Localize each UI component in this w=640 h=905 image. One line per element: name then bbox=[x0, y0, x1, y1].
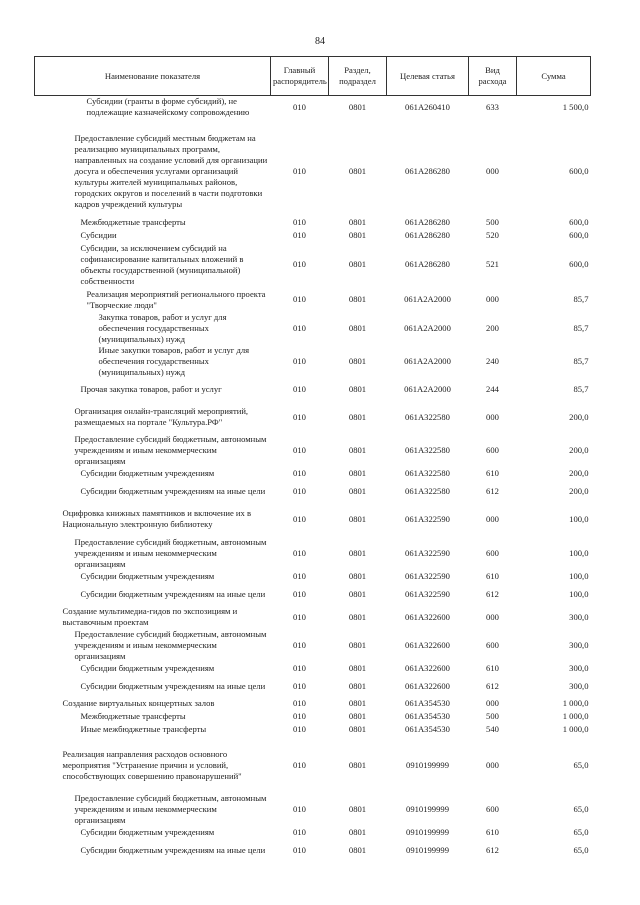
cell-expense: 610 bbox=[486, 468, 499, 478]
cell-amount: 600,0 bbox=[569, 217, 589, 227]
cell-name: Реализация мероприятий регионального проекта "Творческие люди" bbox=[86, 288, 266, 310]
table-row bbox=[35, 629, 591, 662]
cell-section: 0801 bbox=[348, 611, 367, 622]
cell-target: 061A2A2000 bbox=[404, 356, 451, 366]
cell-expense: 000 bbox=[486, 165, 499, 176]
cell-name: Субсидии бюджетным учреждениям bbox=[80, 827, 215, 837]
table-row bbox=[35, 502, 591, 536]
cell-chief: 010 bbox=[293, 485, 306, 496]
cell-name: Субсидии бюджетным учреждениям bbox=[80, 468, 215, 478]
cell-target: 061A322590 bbox=[405, 547, 450, 558]
cell-chief: 010 bbox=[293, 217, 306, 227]
table-header-row bbox=[35, 57, 591, 96]
cell-amount: 1 500,0 bbox=[562, 101, 589, 112]
cell-target: 061A286280 bbox=[405, 259, 450, 269]
cell-section: 0801 bbox=[348, 411, 367, 422]
table-row bbox=[35, 378, 591, 400]
table-row bbox=[35, 736, 591, 784]
table-row bbox=[35, 480, 591, 502]
cell-expense: 500 bbox=[486, 711, 499, 721]
cell-target: 061A354530 bbox=[405, 698, 450, 708]
cell-amount: 200,0 bbox=[569, 468, 589, 478]
cell-name: Прочая закупка товаров, работ и услуг bbox=[80, 383, 222, 394]
cell-target: 0910199999 bbox=[406, 803, 449, 814]
cell-expense: 000 bbox=[486, 513, 499, 524]
cell-target: 061A286280 bbox=[405, 165, 450, 176]
cell-name: Субсидии бюджетным учреждениям на иные цели bbox=[80, 588, 266, 599]
cell-chief: 010 bbox=[293, 759, 306, 770]
cell-chief: 010 bbox=[293, 571, 306, 581]
header-expense: Вид расхода bbox=[469, 57, 517, 96]
cell-expense: 633 bbox=[486, 101, 499, 112]
table-row bbox=[35, 583, 591, 605]
cell-expense: 000 bbox=[486, 411, 499, 422]
cell-expense: 610 bbox=[486, 663, 499, 673]
cell-section: 0801 bbox=[348, 759, 367, 770]
cell-section: 0801 bbox=[348, 803, 367, 814]
cell-section: 0801 bbox=[348, 827, 367, 837]
cell-target: 061A322600 bbox=[405, 640, 450, 650]
header-name: Наименование показателя bbox=[35, 57, 271, 96]
table-row bbox=[35, 467, 591, 480]
cell-amount: 200,0 bbox=[569, 485, 589, 496]
cell-target: 061A322580 bbox=[405, 468, 450, 478]
cell-name: Иные закупки товаров, работ и услуг для обеспечения государственных (муниципальных) нужд bbox=[98, 345, 250, 377]
cell-amount: 65,0 bbox=[573, 827, 589, 837]
cell-target: 061A260410 bbox=[405, 101, 450, 112]
cell-section: 0801 bbox=[348, 698, 367, 708]
cell-amount: 600,0 bbox=[569, 259, 589, 269]
cell-expense: 612 bbox=[486, 588, 499, 599]
cell-name: Создание виртуальных концертных залов bbox=[62, 698, 215, 708]
table-row bbox=[35, 675, 591, 697]
cell-chief: 010 bbox=[293, 383, 306, 394]
cell-chief: 010 bbox=[293, 356, 306, 366]
cell-name: Субсидии бюджетным учреждениям bbox=[80, 663, 215, 673]
cell-section: 0801 bbox=[348, 663, 367, 673]
cell-expense: 240 bbox=[486, 356, 499, 366]
cell-amount: 100,0 bbox=[569, 588, 589, 599]
cell-amount: 85,7 bbox=[573, 356, 589, 366]
cell-chief: 010 bbox=[293, 323, 306, 333]
cell-target: 061A322580 bbox=[405, 411, 450, 422]
cell-section: 0801 bbox=[348, 513, 367, 524]
cell-target: 061A322590 bbox=[405, 588, 450, 599]
header-chief: Главный распорядитель bbox=[271, 57, 329, 96]
cell-chief: 010 bbox=[293, 101, 306, 112]
cell-section: 0801 bbox=[348, 680, 367, 691]
cell-chief: 010 bbox=[293, 680, 306, 691]
cell-expense: 612 bbox=[486, 844, 499, 855]
cell-name: Субсидии бюджетным учреждениям bbox=[80, 571, 215, 581]
cell-target: 061A286280 bbox=[405, 217, 450, 227]
cell-name: Создание мультимедиа-гидов по экспозициям и выставочным проектам bbox=[62, 606, 238, 627]
cell-chief: 010 bbox=[293, 640, 306, 650]
cell-section: 0801 bbox=[348, 547, 367, 558]
cell-chief: 010 bbox=[293, 259, 306, 269]
cell-target: 061A322590 bbox=[405, 571, 450, 581]
cell-section: 0801 bbox=[348, 588, 367, 599]
cell-name: Предоставление субсидий бюджетным, автономным учреждениям и иным некоммерческим организациям bbox=[74, 629, 267, 661]
cell-chief: 010 bbox=[293, 294, 306, 304]
table-row bbox=[35, 697, 591, 710]
cell-section: 0801 bbox=[348, 165, 367, 176]
cell-section: 0801 bbox=[348, 294, 367, 304]
cell-expense: 610 bbox=[486, 827, 499, 837]
cell-section: 0801 bbox=[348, 711, 367, 721]
cell-expense: 000 bbox=[486, 759, 499, 770]
cell-section: 0801 bbox=[348, 571, 367, 581]
cell-target: 061A322590 bbox=[405, 513, 450, 524]
table-row bbox=[35, 784, 591, 826]
cell-expense: 540 bbox=[486, 724, 499, 734]
cell-amount: 300,0 bbox=[569, 640, 589, 650]
cell-name: Предоставление субсидий местным бюджетам на реализацию муниципальных программ, направленных на создание условий для организации досуга и обеспечения услугами организаций культуры жителей муниципальных районов, городских округов и поселений в части подготовки кадров учреждений культуры bbox=[74, 132, 268, 209]
cell-chief: 010 bbox=[293, 547, 306, 558]
cell-name: Предоставление субсидий бюджетным, автономным учреждениям и иным некоммерческим организациям bbox=[74, 536, 267, 569]
cell-amount: 300,0 bbox=[569, 680, 589, 691]
cell-target: 0910199999 bbox=[406, 827, 449, 837]
table-row bbox=[35, 216, 591, 229]
cell-amount: 100,0 bbox=[569, 547, 589, 558]
cell-amount: 600,0 bbox=[569, 165, 589, 176]
cell-chief: 010 bbox=[293, 724, 306, 734]
cell-chief: 010 bbox=[293, 803, 306, 814]
cell-target: 061A322580 bbox=[405, 445, 450, 455]
cell-expense: 521 bbox=[486, 259, 499, 269]
cell-expense: 200 bbox=[486, 323, 499, 333]
cell-chief: 010 bbox=[293, 611, 306, 622]
cell-chief: 010 bbox=[293, 445, 306, 455]
table-row bbox=[35, 229, 591, 242]
cell-expense: 000 bbox=[486, 611, 499, 622]
cell-chief: 010 bbox=[293, 468, 306, 478]
cell-expense: 000 bbox=[486, 294, 499, 304]
cell-target: 061A2A2000 bbox=[404, 383, 451, 394]
cell-name: Реализация направления расходов основного мероприятия "Устранение причин и условий, способствующих совершению правонарушений" bbox=[62, 748, 242, 781]
table-row bbox=[35, 826, 591, 839]
cell-expense: 600 bbox=[486, 547, 499, 558]
cell-chief: 010 bbox=[293, 827, 306, 837]
table-row bbox=[35, 536, 591, 570]
cell-name: Предоставление субсидий бюджетным, автономным учреждениям и иным некоммерческим организациям bbox=[74, 792, 267, 825]
cell-target: 061A322580 bbox=[405, 485, 450, 496]
table-row bbox=[35, 605, 591, 629]
cell-expense: 600 bbox=[486, 640, 499, 650]
table-row bbox=[35, 118, 591, 216]
cell-amount: 300,0 bbox=[569, 611, 589, 622]
cell-target: 061A322600 bbox=[405, 663, 450, 673]
page-number: 84 bbox=[315, 36, 325, 47]
cell-chief: 010 bbox=[293, 698, 306, 708]
cell-section: 0801 bbox=[348, 640, 367, 650]
cell-section: 0801 bbox=[348, 101, 367, 112]
cell-amount: 85,7 bbox=[573, 383, 589, 394]
cell-name: Оцифровка книжных памятников и включение их в Национальную электронную библиотеку bbox=[62, 508, 252, 529]
cell-expense: 612 bbox=[486, 680, 499, 691]
cell-expense: 612 bbox=[486, 485, 499, 496]
table-row bbox=[35, 570, 591, 583]
table-row bbox=[35, 400, 591, 434]
cell-chief: 010 bbox=[293, 711, 306, 721]
table-row bbox=[35, 710, 591, 723]
cell-name: Субсидии бюджетным учреждениям на иные цели bbox=[80, 485, 266, 496]
cell-name: Субсидии bbox=[80, 230, 117, 240]
cell-name: Закупка товаров, работ и услуг для обеспечения государственных (муниципальных) нужд bbox=[98, 312, 227, 344]
cell-amount: 1 000,0 bbox=[562, 698, 589, 708]
cell-amount: 100,0 bbox=[569, 513, 589, 524]
cell-target: 061A2A2000 bbox=[404, 323, 451, 333]
cell-name: Субсидии бюджетным учреждениям на иные цели bbox=[80, 844, 266, 855]
cell-target: 061A2A2000 bbox=[404, 294, 451, 304]
budget-table bbox=[34, 56, 591, 861]
cell-expense: 600 bbox=[486, 803, 499, 814]
cell-name: Межбюджетные трансферты bbox=[80, 711, 186, 721]
table-row bbox=[35, 345, 591, 378]
cell-name: Иные межбюджетные трансферты bbox=[80, 724, 207, 734]
cell-expense: 244 bbox=[486, 383, 499, 394]
cell-section: 0801 bbox=[348, 356, 367, 366]
cell-section: 0801 bbox=[348, 468, 367, 478]
cell-target: 0910199999 bbox=[406, 759, 449, 770]
cell-chief: 010 bbox=[293, 588, 306, 599]
table-row bbox=[35, 434, 591, 467]
cell-amount: 65,0 bbox=[573, 759, 589, 770]
cell-target: 061A354530 bbox=[405, 711, 450, 721]
cell-amount: 85,7 bbox=[573, 323, 589, 333]
cell-amount: 65,0 bbox=[573, 844, 589, 855]
table-row bbox=[35, 312, 591, 345]
cell-amount: 85,7 bbox=[573, 294, 589, 304]
cell-section: 0801 bbox=[348, 485, 367, 496]
cell-section: 0801 bbox=[348, 724, 367, 734]
cell-target: 061A322600 bbox=[405, 680, 450, 691]
cell-section: 0801 bbox=[348, 445, 367, 455]
table-row bbox=[35, 96, 591, 119]
cell-expense: 600 bbox=[486, 445, 499, 455]
cell-section: 0801 bbox=[348, 259, 367, 269]
cell-chief: 010 bbox=[293, 513, 306, 524]
cell-name: Межбюджетные трансферты bbox=[80, 217, 186, 227]
cell-target: 061A354530 bbox=[405, 724, 450, 734]
cell-chief: 010 bbox=[293, 165, 306, 176]
cell-section: 0801 bbox=[348, 323, 367, 333]
cell-section: 0801 bbox=[348, 230, 367, 240]
cell-chief: 010 bbox=[293, 663, 306, 673]
cell-target: 061A322600 bbox=[405, 611, 450, 622]
cell-name: Предоставление субсидий бюджетным, автономным учреждениям и иным некоммерческим организациям bbox=[74, 434, 267, 466]
table-row bbox=[35, 839, 591, 861]
cell-expense: 520 bbox=[486, 230, 499, 240]
cell-section: 0801 bbox=[348, 217, 367, 227]
cell-name: Субсидии, за исключением субсидий на софинансирование капитальных вложений в объекты государственной (муниципальной) собственности bbox=[80, 242, 244, 286]
table-row bbox=[35, 242, 591, 287]
cell-amount: 200,0 bbox=[569, 445, 589, 455]
cell-name: Субсидии (гранты в форме субсидий), не подлежащие казначейскому сопровождению bbox=[86, 96, 250, 117]
table-row bbox=[35, 662, 591, 675]
cell-chief: 010 bbox=[293, 844, 306, 855]
table-row bbox=[35, 287, 591, 312]
cell-amount: 300,0 bbox=[569, 663, 589, 673]
cell-amount: 65,0 bbox=[573, 803, 589, 814]
cell-section: 0801 bbox=[348, 844, 367, 855]
header-target: Целевая статья bbox=[387, 57, 469, 96]
cell-target: 0910199999 bbox=[406, 844, 449, 855]
header-amount: Сумма bbox=[517, 57, 591, 96]
cell-amount: 200,0 bbox=[569, 411, 589, 422]
cell-name: Субсидии бюджетным учреждениям на иные цели bbox=[80, 680, 266, 691]
cell-amount: 1 000,0 bbox=[562, 724, 589, 734]
cell-expense: 610 bbox=[486, 571, 499, 581]
cell-target: 061A286280 bbox=[405, 230, 450, 240]
cell-expense: 500 bbox=[486, 217, 499, 227]
cell-amount: 1 000,0 bbox=[562, 711, 589, 721]
cell-chief: 010 bbox=[293, 411, 306, 422]
cell-section: 0801 bbox=[348, 383, 367, 394]
cell-chief: 010 bbox=[293, 230, 306, 240]
cell-amount: 100,0 bbox=[569, 571, 589, 581]
cell-expense: 000 bbox=[486, 698, 499, 708]
table-row bbox=[35, 723, 591, 736]
header-section: Раздел, подраздел bbox=[329, 57, 387, 96]
cell-amount: 600,0 bbox=[569, 230, 589, 240]
cell-name: Организация онлайн-трансляций мероприятий, размещаемых на портале "Культура.РФ" bbox=[74, 406, 249, 427]
